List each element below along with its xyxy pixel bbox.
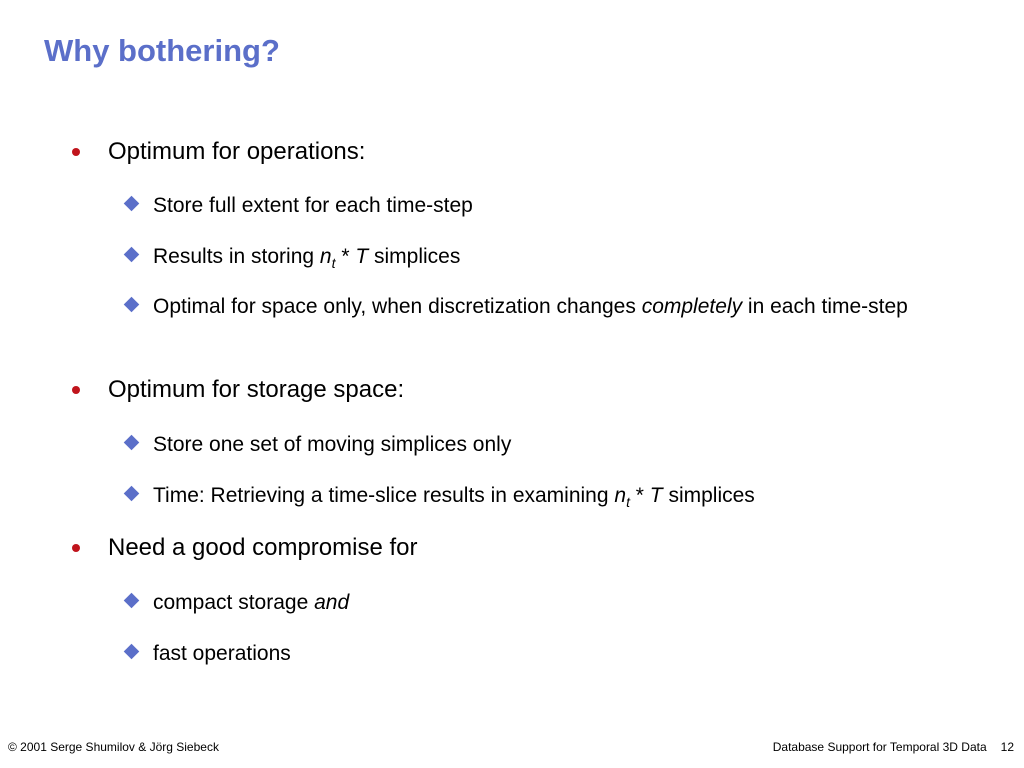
sub-bullet-text: Store full extent for each time-step [153,194,473,217]
blue-diamond-icon [124,435,140,451]
blue-diamond-icon [124,247,140,263]
blue-diamond-icon [124,297,140,313]
sub-bullet-text: Optimal for space only, when discretization changes completely in each time-step [153,295,908,318]
blue-diamond-icon [124,593,140,609]
footer-copyright: © 2001 Serge Shumilov & Jörg Siebeck [8,740,219,754]
footer-course-title: Database Support for Temporal 3D Data [772,740,987,754]
sub-bullet-text: Time: Retrieving a time-slice results in examining $n_t$ * T simplices [153,484,755,510]
blue-diamond-icon [124,644,140,660]
bullet-text: Optimum for storage space: [108,376,405,403]
sub-bullet-text: compact storage and [153,591,350,614]
sub-bullet-text: Results in storing $n_t$ * T simplices [153,245,461,271]
page-number: 12 [1000,740,1014,754]
bullet-text: Optimum for operations: [108,138,366,165]
footer-info [773,740,1014,754]
sub-bullet-text: Store one set of moving simplices only [153,433,512,456]
red-dot-icon [72,544,80,552]
red-dot-icon [72,386,80,394]
blue-diamond-icon [124,196,140,212]
blue-diamond-icon [124,486,140,502]
bullet-text: Need a good compromise for [108,534,418,561]
red-dot-icon [72,148,80,156]
sub-bullet-text: fast operations [153,642,291,665]
slide-title: Why bothering? [44,33,280,68]
